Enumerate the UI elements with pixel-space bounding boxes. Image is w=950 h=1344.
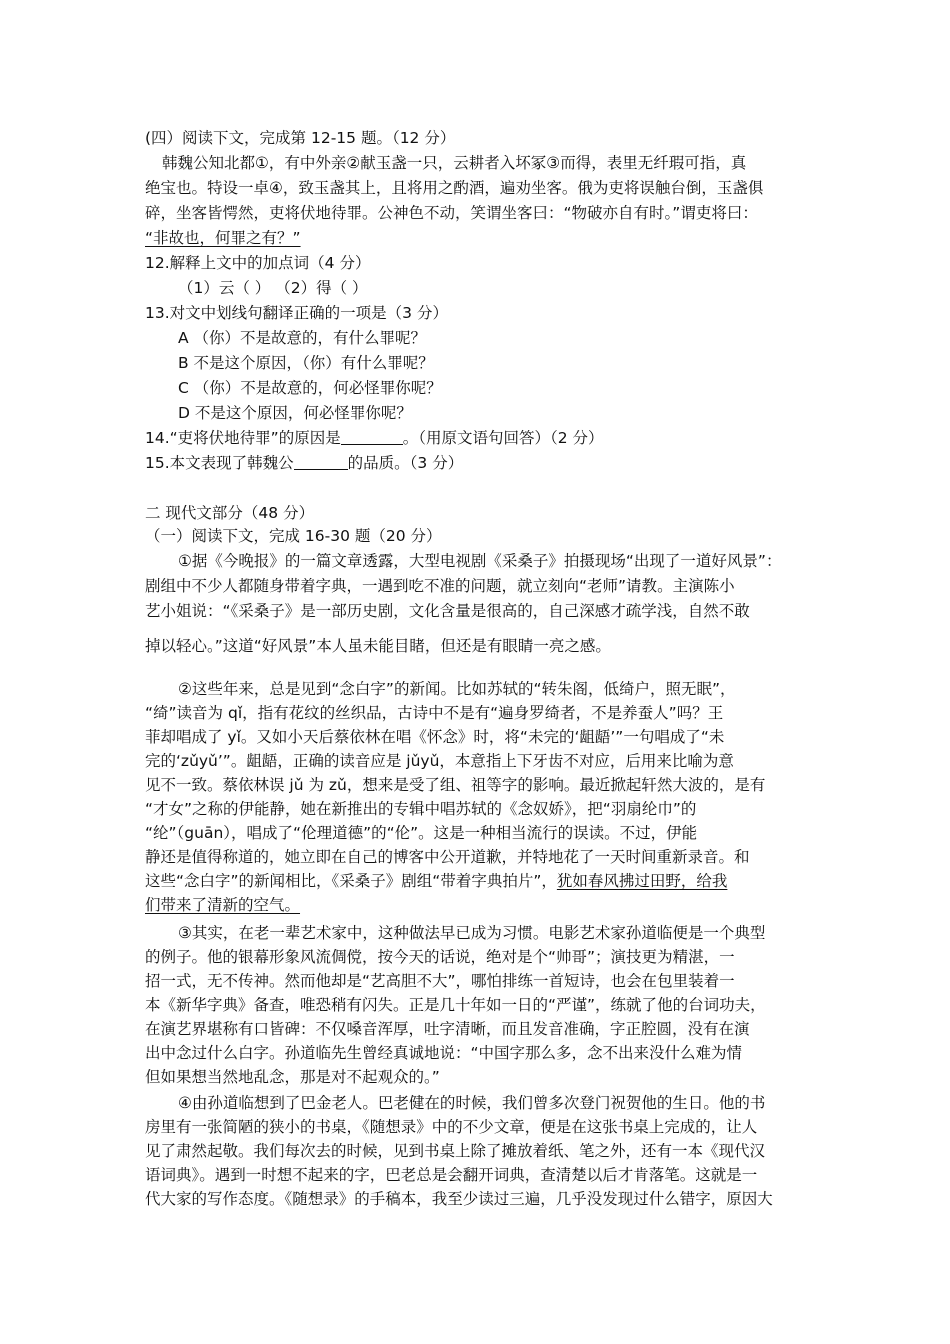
option-b: B 不是这个原因，（你）有什么罪呢？ [178,354,434,372]
question-14-text: 14.“吏将伏地待罪”的原因是 [145,429,341,447]
paragraph-2-text: 这些“念白字”的新闻相比，《采桑子》剧组“带着字典拍片”， [145,872,557,890]
paragraph-4-line: 代大家的写作态度。《随想录》的手稿本，我至少读过三遍，几乎没发现过什么错字，原因大 [145,1190,773,1208]
paragraph-2-line: 完的‘zǔyǔ’”。龃龉，正确的读音应是 jǔyǔ，本意指上下牙齿不对应，后用来比喻为意 [145,752,734,770]
option-c: C （你）不是故意的，何必怪罪你呢？ [178,379,442,397]
question-14 [145,426,604,450]
underlined-quote: “非故也，何罪之有？” [145,229,301,247]
paragraph-2-line: “纶”（guān），唱成了“伦理道德”的“伦”。这是一种相当流行的误读。不过，伊能 [145,824,698,842]
paragraph-3-line: 但如果想当然地乱念，那是对不起观众的。” [145,1068,440,1086]
question-15 [145,451,463,475]
sub-heading: （一）阅读下文，完成 16-30 题（20 分） [145,527,442,545]
paragraph-2-line: 静还是值得称道的，她立即在自己的博客中公开道歉，并特地花了一天时间重新录音。和 [145,848,750,866]
paragraph-2-line: “绮”读音为 qǐ，指有花纹的丝织品，古诗中不是有“遍身罗绮者，不是养蚕人”吗？王 [145,704,724,722]
underlined-sentence: 犹如春风拂过田野，给我 [556,872,728,890]
question-15-suffix: 的品质。（3 分） [347,454,464,472]
paragraph-1-line: 艺小姐说：“《采桑子》是一部历史剧，文化含量是很高的，自己深感才疏学浅，自然不敢 [145,602,750,620]
part-heading: 二 现代文部分（48 分） [145,504,315,522]
paragraph-3-line: 在演艺界堪称有口皆碑：不仅嗓音浑厚，吐字清晰，而且发音准确，字正腔圆，没有在演 [145,1020,750,1038]
paragraph-3-line: 本《新华字典》备查，唯恐稍有闪失。正是几十年如一日的“严谨”，练就了他的台词功夫， [145,996,766,1014]
question-13: 13.对文中划线句翻译正确的一项是（3 分） [145,304,448,322]
paragraph-1-line: 剧组中不少人都随身带着字典，一遇到吃不准的问题，就立刻向“老师”请教。主演陈小 [145,577,735,595]
question-12: 12.解释上文中的加点词（4 分） [145,254,371,272]
passage-line: 韩魏公知北都①，有中外亲②献玉盏一只，云耕者入坏冢③而得，表里无纤瑕可指，真 [162,154,747,172]
underlined-sentence-tail: 们带来了清新的空气。 [145,896,301,914]
paragraph-3-line: ③其实，在老一辈艺术家中，这种做法早已成为习惯。电影艺术家孙道临便是一个典型 [178,924,766,942]
passage-line: 绝宝也。特设一卓④，致玉盏其上，且将用之酌酒，遍劝坐客。俄为吏将误触台倒，玉盏俱 [145,179,764,197]
passage-line: 碎，坐客皆愕然，吏将伏地待罪。公神色不动，笑谓坐客曰：“物破亦自有时。”谓吏将曰： [145,204,758,222]
paragraph-1-line: ①据《今晚报》的一篇文章透露，大型电视剧《采桑子》拍摄现场“出现了一道好风景”： [178,552,782,570]
paragraph-4-line: 见了肃然起敬。我们每次去的时候，见到书桌上除了摊放着纸、笔之外，还有一本《现代汉 [145,1142,766,1160]
paragraph-1-line: 掉以轻心。”这道“好风景”本人虽未能目睹，但还是有眼睛一亮之感。 [145,637,611,655]
paragraph-3-line: 招一式，无不传神。然而他却是“艺高胆不大”，哪怕排练一首短诗，也会在包里装着一 [145,972,735,990]
question-12-items: （1）云（ ） （2）得（ ） [178,279,368,297]
paragraph-2-line: ②这些年来，总是见到“念白字”的新闻。比如苏轼的“转朱阁，低绮户，照无眠”， [178,680,736,698]
question-15-text: 15.本文表现了韩魏公 [145,454,294,472]
section-heading: (四）阅读下文，完成第 12-15 题。（12 分） [145,129,456,147]
paragraph-4-line: ④由孙道临想到了巴金老人。巴老健在的时候，我们曾多次登门祝贺他的生日。他的书 [178,1094,766,1112]
paragraph-2-line [145,869,727,893]
paragraph-2-line: 见不一致。蔡依林误 jǔ 为 zǔ，想来是受了组、祖等字的影响。最近掀起轩然大波的，是有 [145,776,766,794]
option-a: A （你）不是故意的，有什么罪呢？ [178,329,427,347]
answer-blank [341,429,403,445]
paragraph-2-line: “才女”之称的伊能静，她在新推出的专辑中唱苏轼的《念奴娇》，把“羽扇纶巾”的 [145,800,697,818]
question-14-suffix: 。（用原文语句回答）（2 分） [402,429,604,447]
paragraph-4-line: 房里有一张简陋的狭小的书桌，《随想录》中的不少文章，便是在这张书桌上完成的，让人 [145,1118,758,1136]
answer-blank [294,454,348,470]
paragraph-2-line: 菲却唱成了 yǐ。又如小天后蔡依林在唱《怀念》时，将“未完的‘龃龉’”一句唱成了“未 [145,728,725,746]
paragraph-3-line: 出中念过什么白字。孙道临先生曾经真诚地说：“中国字那么多，念不出来没什么难为情 [145,1044,743,1062]
paragraph-3-line: 的例子。他的银幕形象风流倜傥，按今天的话说，绝对是个“帅哥”；演技更为精湛，一 [145,948,735,966]
option-d: D 不是这个原因，何必怪罪你呢？ [178,404,412,422]
paragraph-4-line: 语词典》。遇到一时想不起来的字，巴老总是会翻开词典，查清楚以后才肯落笔。这就是一 [145,1166,758,1184]
